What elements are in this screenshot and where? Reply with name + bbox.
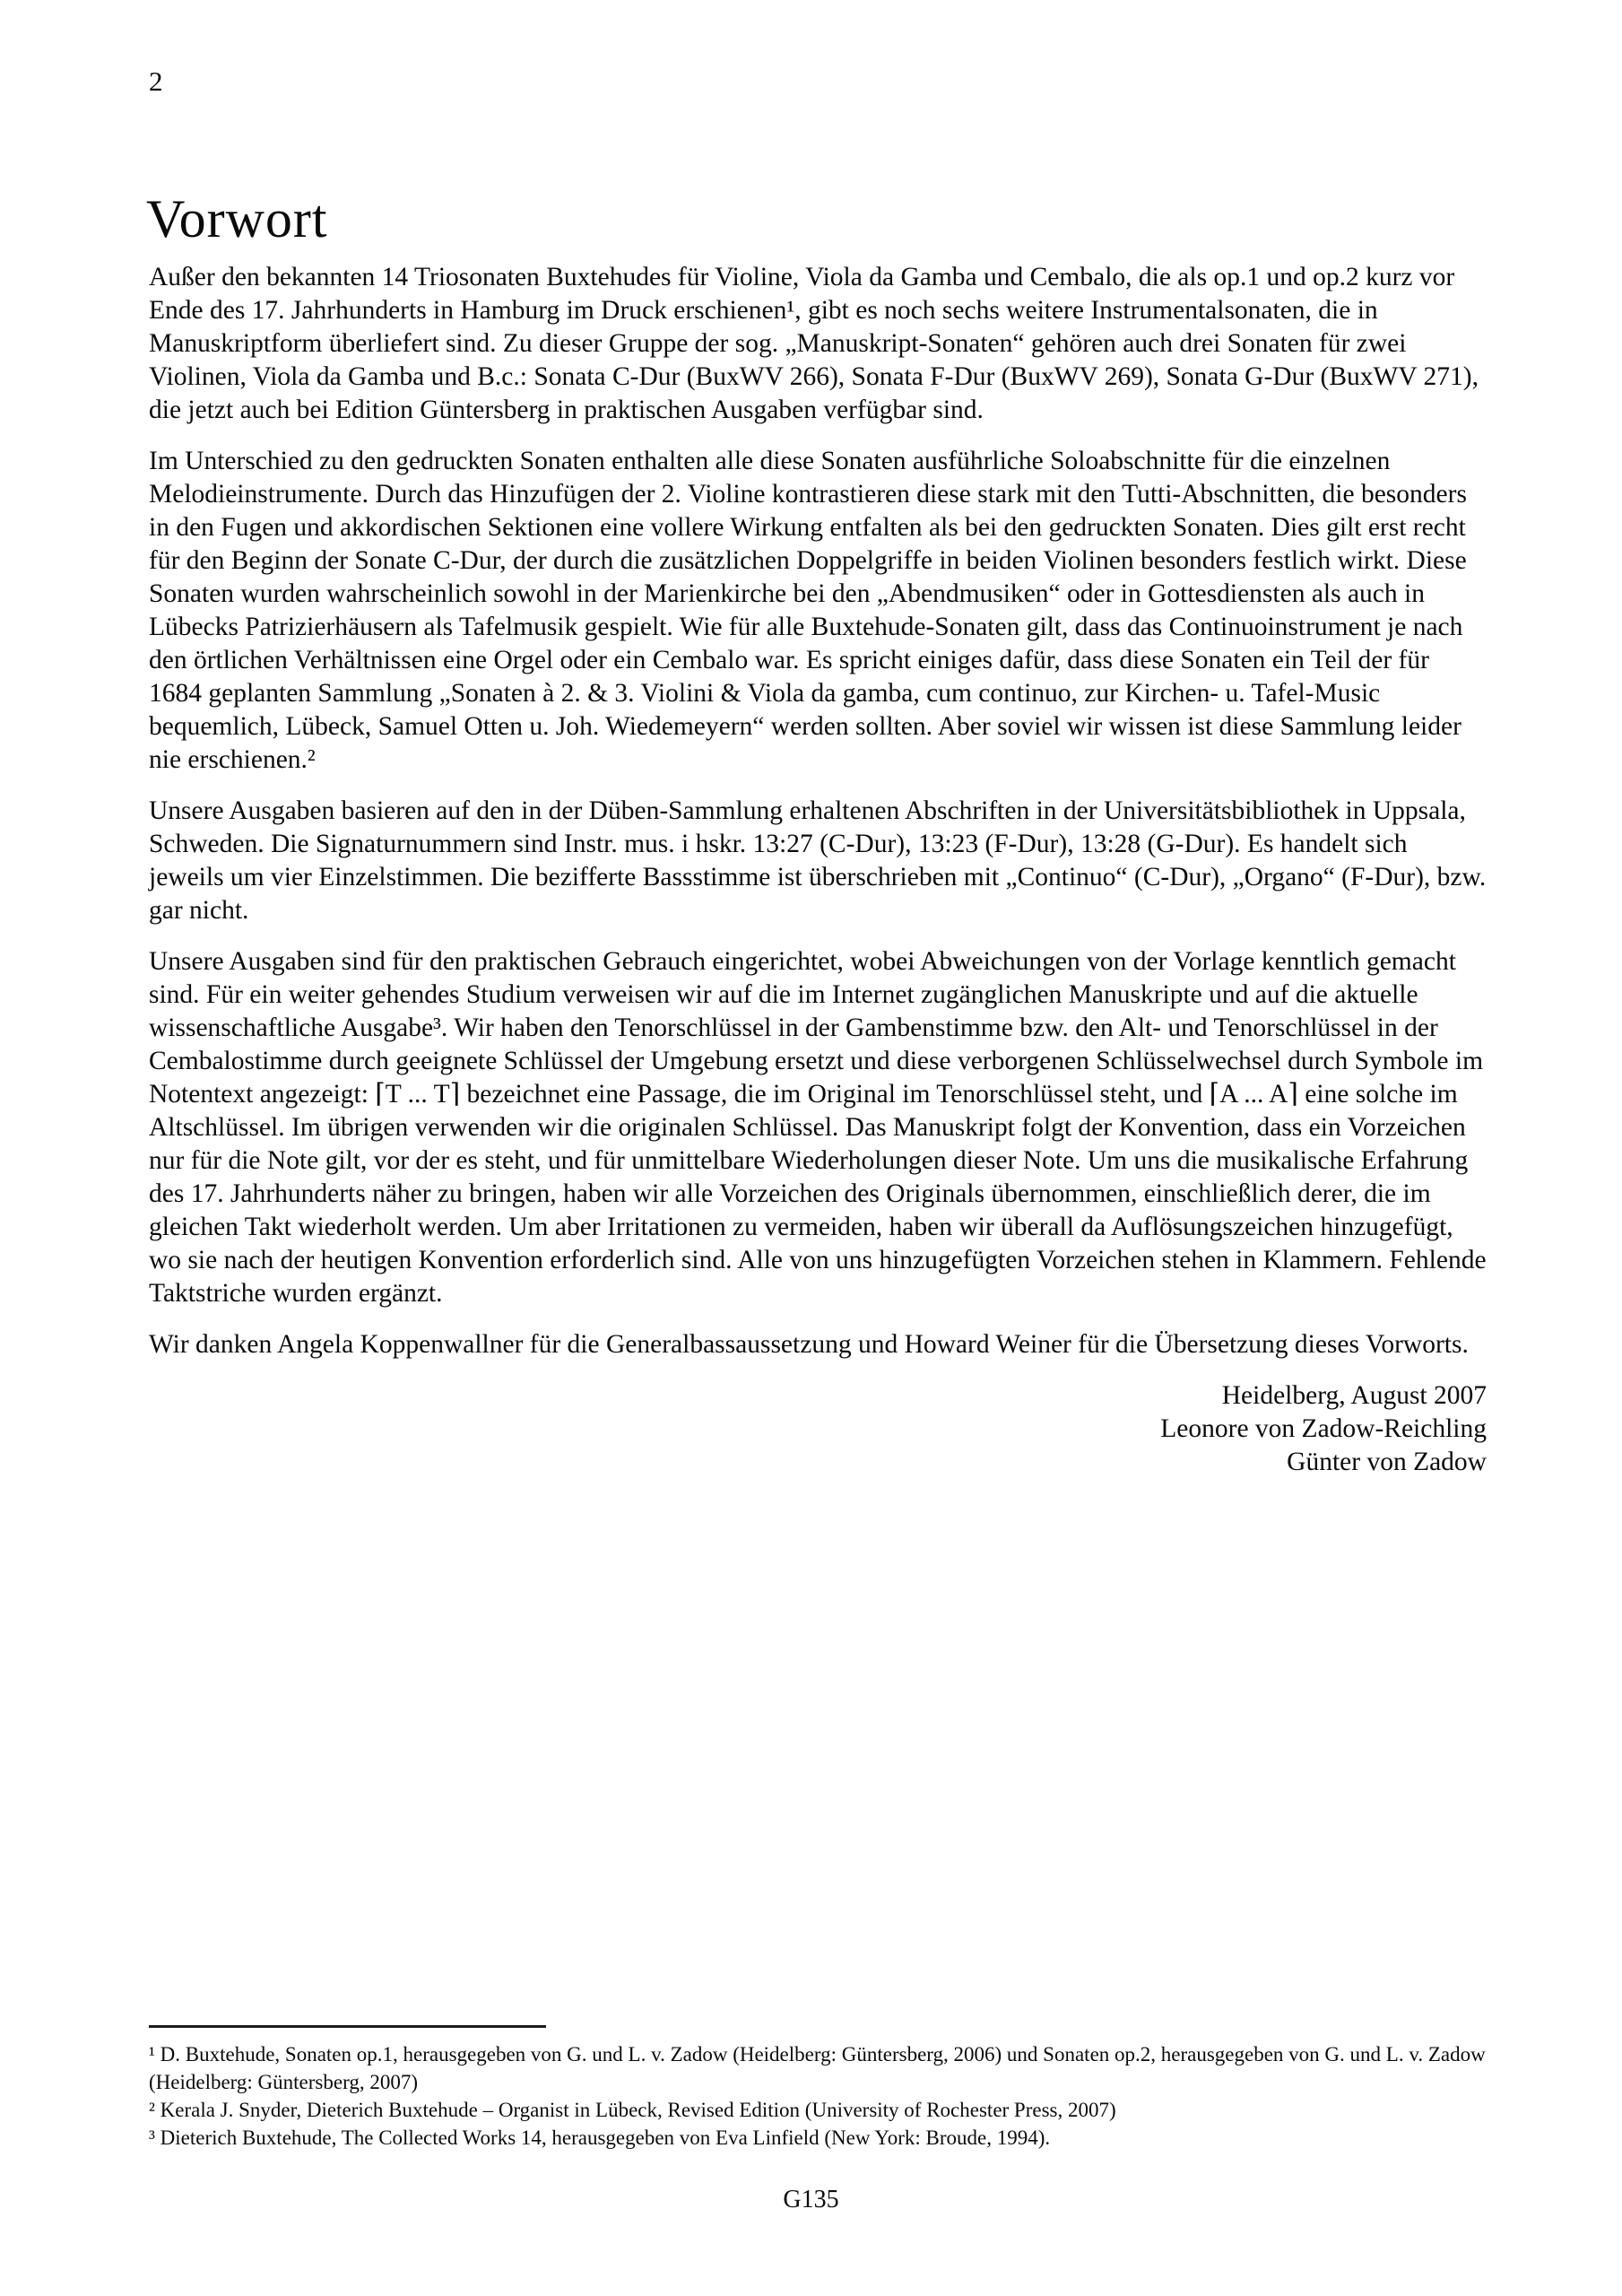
paragraph-1: Außer den bekannten 14 Triosonaten Buxtehudes für Violine, Viola da Gamba und Cembalo, die als op.1 und op.2 kurz vor Ende des 17. Jahrhunderts in Hamburg im Druck erschienen¹, gibt es noch sechs weitere Instrumentalsonaten, die in Manuskriptform überliefert sind. Zu dieser Gruppe der sog. „Manuskript-Sonaten“ gehören auch drei Sonaten für zwei Violinen, Viola da Gamba und B.c.: Sonata C-Dur (BuxWV 266), Sonata F-Dur (BuxWV 269), Sonata G-Dur (BuxWV 271), die jetzt auch bei Edition Güntersberg in praktischen Ausgaben verfügbar sind. <box>149 263 1479 424</box>
footnote-separator <box>149 2025 546 2028</box>
footnote-item-3: ³ Dieterich Buxtehude, The Collected Works 14, herausgegeben von Eva Linfield (New York: Broude, 1994). <box>149 2126 1051 2149</box>
preface-body <box>149 261 1487 1479</box>
footnote-item-1: ¹ D. Buxtehude, Sonaten op.1, herausgegeben von G. und L. v. Zadow (Heidelberg: Güntersberg, 2006) und Sonaten op.2, herausgegeben von G. und L. v. Zadow (Heidelberg: Güntersberg, 2007) <box>149 2043 1486 2093</box>
paragraph-4: Unsere Ausgaben sind für den praktischen Gebrauch eingerichtet, wobei Abweichungen von der Vorlage kenntlich gemacht sind. Für ein weiter gehendes Studium verweisen wir auf die im Internet zugänglichen Manuskripte und auf die aktuelle wissenschaftliche Ausgabe³. Wir haben den Tenorschlüssel in der Gambenstimme bzw. den Alt- und Tenorschlüssel in der Cembalostimme durch geeignete Schlüssel der Umgebung ersetzt und diese verborgenen Schlüsselwechsel durch Symbole im Notentext angezeigt: ⌈T ... T⌉ bezeichnet eine Passage, die im Original im Tenorschlüssel steht, und ⌈A ... A⌉ eine solche im Altschlüssel. Im übrigen verwenden wir die originalen Schlüssel. Das Manuskript folgt der Konvention, dass ein Vorzeichen nur für die Note gilt, vor der es steht, und für unmittelbare Wiederholungen dieser Note. Um uns die musikalische Erfahrung des 17. Jahrhunderts näher zu bringen, haben wir alle Vorzeichen des Originals übernommen, einschließlich derer, die im gleichen Takt wiederholt werden. Um aber Irritationen zu vermeiden, haben wir überall da Auflösungszeichen hinzugefügt, wo sie nach der heutigen Konvention erforderlich sind. Alle von uns hinzugefügten Vorzeichen stehen in Klammern. Fehlende Taktstriche wurden ergänzt. <box>149 947 1487 1308</box>
footnotes-block <box>149 2025 1503 2152</box>
paragraph-3: Unsere Ausgaben basieren auf den in der Düben-Sammlung erhaltenen Abschriften in der Universitätsbibliothek in Uppsala, Schweden. Die Signaturnummern sind Instr. mus. i hskr. 13:27 (C-Dur), 13:23 (F-Dur), 13:28 (G-Dur). Es handelt sich jeweils um vier Einzelstimmen. Die bezifferte Bassstimme ist überschrieben mit „Continuo“ (C-Dur), „Organo“ (F-Dur), bzw. gar nicht. <box>149 796 1487 925</box>
signoff-place-date: Heidelberg, August 2007 <box>1221 1381 1487 1410</box>
page-number: 2 <box>149 65 163 97</box>
footnote-item-2: ² Kerala J. Snyder, Dieterich Buxtehude – Organist in Lübeck, Revised Edition (University of Rochester Press, 2007) <box>149 2099 1116 2121</box>
signoff-block <box>149 1379 1487 1479</box>
page-title: Vorwort <box>146 189 328 248</box>
signoff-author-1: Leonore von Zadow-Reichling <box>1160 1414 1487 1443</box>
footer-plate-number: G135 <box>783 2186 839 2213</box>
signoff-author-2: Günter von Zadow <box>1287 1448 1487 1476</box>
paragraph-5: Wir danken Angela Koppenwallner für die Generalbassaussetzung und Howard Weiner für die Übersetzung dieses Vorworts. <box>149 1330 1469 1359</box>
paragraph-2: Im Unterschied zu den gedruckten Sonaten enthalten alle diese Sonaten ausführliche Soloabschnitte für die einzelnen Melodieinstrumente. Durch das Hinzufügen der 2. Violine kontrastieren diese stark mit den Tutti-Abschnitten, die besonders in den Fugen und akkordischen Sektionen eine vollere Wirkung entfalten als bei den gedruckten Sonaten. Dies gilt erst recht für den Beginn der Sonate C-Dur, der durch die zusätzlichen Doppelgriffe in beiden Violinen besonders festlich wirkt. Diese Sonaten wurden wahrscheinlich sowohl in der Marienkirche bei den „Abendmusiken“ oder in Gottesdiensten als auch in Lübecks Patrizierhäusern als Tafelmusik gespielt. Wie für alle Buxtehude-Sonaten gilt, dass das Continuoinstrument je nach den örtlichen Verhältnissen eine Orgel oder ein Cembalo war. Es spricht einiges dafür, dass diese Sonaten ein Teil der für 1684 geplanten Sammlung „Sonaten à 2. & 3. Violini & Viola da gamba, cum continuo, zur Kirchen- u. Tafel-Music bequemlich, Lübeck, Samuel Otten u. Joh. Wiedemeyern“ werden sollten. Aber soviel wir wissen ist diese Sammlung leider nie erschienen.² <box>149 447 1467 774</box>
